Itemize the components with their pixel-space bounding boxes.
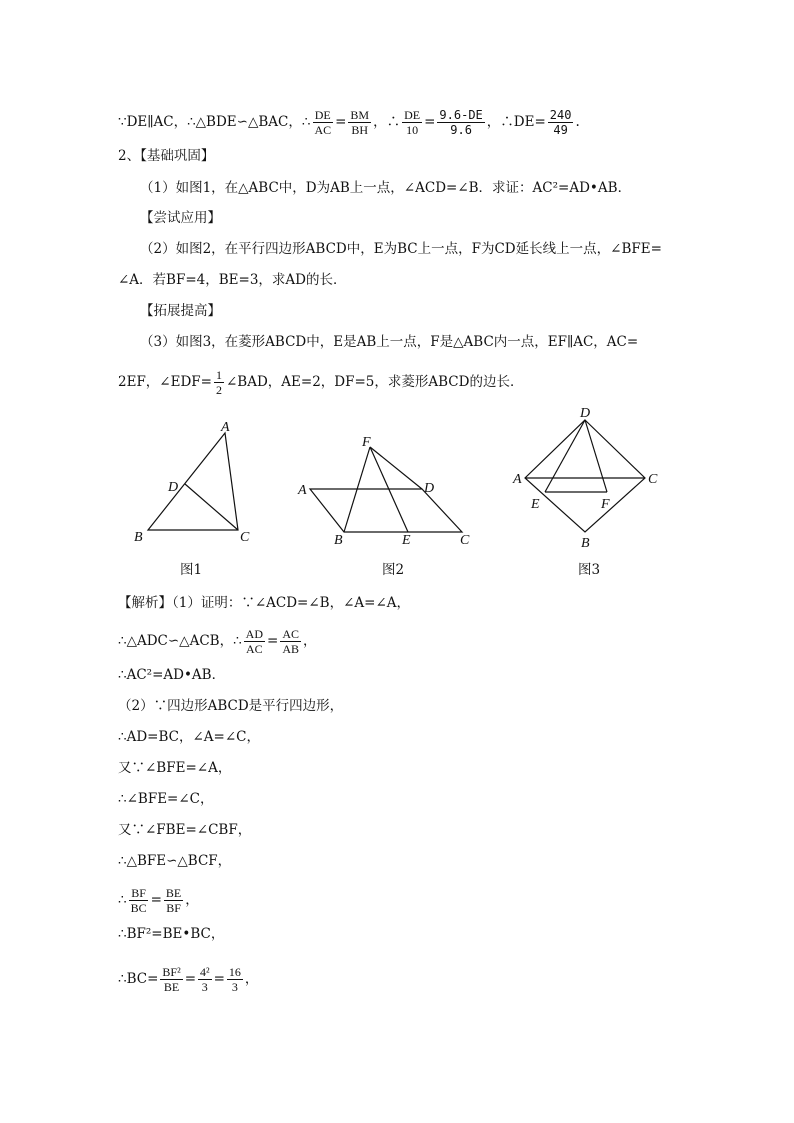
fraction-be-bf: $\frac{BE}{BF}$: [165, 886, 182, 915]
fraction-96de-96: $\frac{9.6-DE}{9.6}$: [439, 108, 483, 137]
fraction-16-3: $\frac{16}{3}$: [228, 965, 241, 994]
fraction-de-ac: $\frac{DE}{AC}$: [314, 108, 332, 137]
solution-line-10: ∴ $\frac{BF}{BC}$ = $\frac{BE}{BF}$ ，: [118, 886, 199, 915]
fraction-4sq-3: $\frac{\text{4²}}{3}$: [200, 965, 210, 994]
label-c: C: [240, 530, 250, 545]
figure-3-diagram: [505, 402, 670, 552]
figure-3-caption: 图3: [578, 562, 601, 578]
segment-de: [545, 420, 585, 492]
solution-line-8: 又∵∠FBE=∠CBF，: [118, 822, 252, 838]
solution-line-1: 【解析】（1）证明：∵∠ACD=∠B，∠A=∠A，: [118, 595, 411, 611]
fraction-bf-bc: $\frac{BF}{BC}$: [130, 886, 147, 915]
solution-line-7: ∴∠BFE=∠C，: [118, 791, 214, 807]
label-d: D: [168, 480, 179, 495]
label-a: A: [221, 420, 230, 435]
q2-part2-line2: ∠A．若BF=4，BE=3，求AD的长．: [118, 272, 347, 288]
label-e: E: [402, 533, 411, 548]
fraction-240-49: $\frac{240}{49}$: [549, 108, 572, 137]
figure-2: [292, 432, 477, 552]
fraction-one-half: $\frac{1}{2}$: [215, 368, 222, 397]
fraction-de-10: $\frac{DE}{10}$: [404, 108, 421, 137]
solution-line-4: （2）∵四边形ABCD是平行四边形，: [118, 698, 344, 714]
fraction-bm-bh: $\frac{BM}{BH}$: [350, 108, 370, 137]
label-e: E: [531, 497, 540, 512]
segment-dc: [185, 484, 238, 530]
figure-1: [128, 415, 268, 555]
fraction-bf2-be: $\frac{\text{BF²}}{BE}$: [162, 965, 181, 994]
label-c: C: [460, 533, 470, 548]
solution-line-3: ∴AC²=AD•AB．: [118, 667, 226, 683]
figure-2-caption: 图2: [382, 562, 405, 578]
solution-line-5: ∴AD=BC，∠A=∠C，: [118, 729, 260, 745]
triangle-abc: [148, 433, 238, 530]
solution-line-6: 又∵∠BFE=∠A，: [118, 760, 232, 776]
solution-line-2: ∴△ADC∽△ACB，∴ $\frac{AD}{AC}$ = $\frac{AC}{AB}$ ，: [118, 627, 317, 656]
solution-line-12: ∴BC= $\frac{\text{BF²}}{BE}$ = $\frac{\text{4²}}{3}$ = $\frac{16}{3}$ ，: [118, 965, 259, 994]
q2-part2-line1: （2）如图2，在平行四边形ABCD中，E为BC上一点，F为CD延长线上一点，∠BFE=: [140, 241, 662, 257]
label-a: A: [298, 483, 307, 498]
label-d: D: [424, 481, 435, 496]
rhombus-abcd: [525, 420, 645, 532]
q2-part3-line2: 2EF，∠EDF= $\frac{1}{2}$ ∠BAD，AE=2，DF=5，求菱形ABCD的边长．: [118, 368, 524, 397]
q2-part3-line1: （3）如图3，在菱形ABCD中，E是AB上一点，F是△ABC内一点，EF∥AC，AC=: [140, 334, 639, 350]
fraction-ac-ab: $\frac{AC}{AB}$: [282, 627, 299, 656]
label-d: D: [580, 406, 591, 421]
segment-fd: [370, 447, 422, 489]
figure-1-diagram: [128, 415, 268, 555]
label-c: C: [648, 472, 658, 487]
figure-1-caption: 图1: [180, 562, 203, 578]
solution-line-9: ∴△BFE∽△BCF，: [118, 853, 232, 869]
top-line: ∵DE∥AC，∴△BDE∽△BAC，∴ $\frac{DE}{AC}$ = $\frac{BM}{BH}$ ，∴ $\frac{DE}{10}$ = $\frac{9.6-DE}{9.6}$ ，∴DE= $\frac{240}{49}$ .: [118, 108, 580, 137]
label-f: F: [362, 435, 371, 450]
q2-title: 2、【基础巩固】: [118, 148, 215, 164]
parallelogram-abcd: [310, 489, 462, 532]
top-line-pre: ∵DE∥AC，∴△BDE∽△BAC，∴: [118, 114, 311, 130]
tag-try-apply: 【尝试应用】: [140, 210, 221, 226]
figure-2-diagram: [292, 432, 477, 552]
label-f: F: [601, 497, 610, 512]
label-b: B: [581, 536, 590, 551]
fraction-ad-ac: $\frac{AD}{AC}$: [245, 627, 263, 656]
q2-part1: （1）如图1，在△ABC中，D为AB上一点，∠ACD=∠B．求证：AC²=AD•AB．: [140, 180, 632, 196]
label-a: A: [513, 472, 522, 487]
label-b: B: [334, 533, 343, 548]
solution-line-11: ∴BF²=BE•BC，: [118, 926, 225, 942]
label-b: B: [134, 530, 143, 545]
tag-extend: 【拓展提高】: [140, 303, 221, 319]
figure-3: [505, 402, 670, 552]
